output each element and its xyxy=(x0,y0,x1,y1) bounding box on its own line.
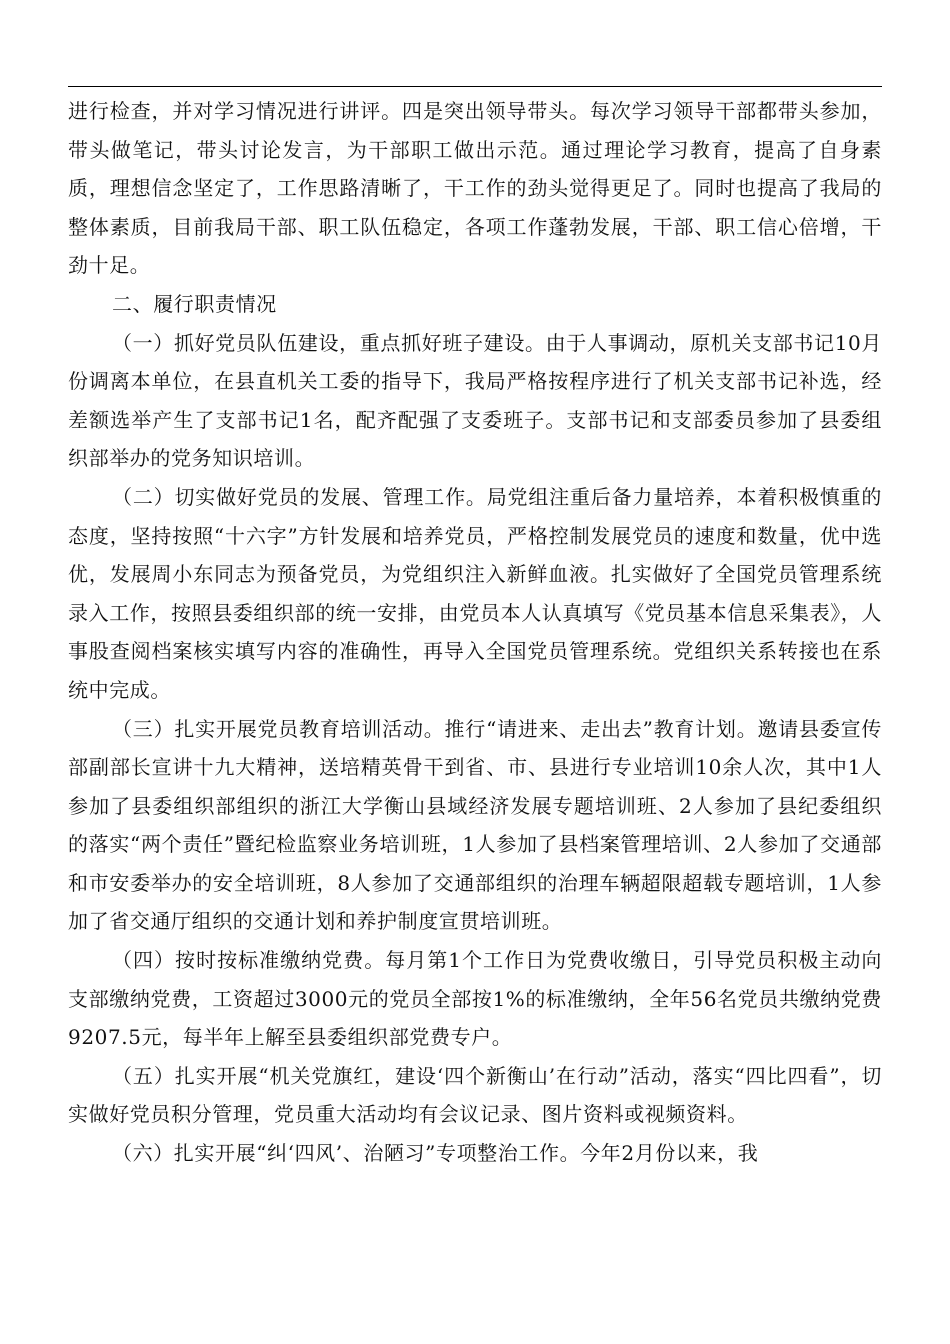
paragraph-item-4: （四）按时按标准缴纳党费。每月第1个工作日为党费收缴日，引导党员积极主动向支部缴纳党费，工资超过3000元的党员全部按1%的标准缴纳，全年56名党员共缴纳党费9207.5元，每半年上解至县委组织部党费专户。 xyxy=(68,948,882,1050)
paragraph-item-5: （五）扎实开展“机关党旗红，建设‘四个新衡山’在行动”活动，落实“四比四看”，切实做好党员积分管理，党员重大活动均有会议记录、图片资料或视频资料。 xyxy=(68,1063,882,1127)
paragraph-item-2: （二）切实做好党员的发展、管理工作。局党组注重后备力量培养，本着积极慎重的态度，坚持按照“十六字”方针发展和培养党员，严格控制发展党员的速度和数量，优中选优，发展周小东同志为预备党员，为党组织注入新鲜血液。扎实做好了全国党员管理系统录入工作，按照县委组织部的统一安排，由党员本人认真填写《党员基本信息采集表》，人事股查阅档案核实填写内容的准确性，再导入全国党员管理系统。党组织关系转接也在系统中完成。 xyxy=(68,484,882,702)
header-rule xyxy=(68,86,882,87)
document-body xyxy=(68,92,882,1173)
paragraph-item-1: （一）抓好党员队伍建设，重点抓好班子建设。由于人事调动，原机关支部书记10月份调离本单位，在县直机关工委的指导下，我局严格按程序进行了机关支部书记补选，经差额选举产生了支部书记1名，配齐配强了支委班子。支部书记和支部委员参加了县委组织部举办的党务知识培训。 xyxy=(68,330,882,471)
paragraph-continuation: 进行检查，并对学习情况进行讲评。四是突出领导带头。每次学习领导干部都带头参加，带头做笔记，带头讨论发言，为干部职工做出示范。通过理论学习教育，提高了自身素质，理想信念坚定了，工作思路清晰了，干工作的劲头觉得更足了。同时也提高了我局的整体素质，目前我局干部、职工队伍稳定，各项工作蓬勃发展，干部、职工信心倍增，干劲十足。 xyxy=(68,99,882,278)
paragraph-item-3: （三）扎实开展党员教育培训活动。推行“请进来、走出去”教育计划。邀请县委宣传部副部长宣讲十九大精神，送培精英骨干到省、市、县进行专业培训10余人次，其中1人参加了县委组织部组织的浙江大学衡山县域经济发展专题培训班、2人参加了县纪委组织的落实“两个责任”暨纪检监察业务培训班，1人参加了县档案管理培训、2人参加了交通部和市安委举办的安全培训班，8人参加了交通部组织的治理车辆超限超载专题培训，1人参加了省交通厅组织的交通计划和养护制度宣贯培训班。 xyxy=(68,716,882,934)
paragraph-item-6: （六）扎实开展“纠‘四风’、治陋习”专项整治工作。今年2月份以来，我 xyxy=(112,1141,759,1166)
section-heading: 二、履行职责情况 xyxy=(112,291,277,316)
